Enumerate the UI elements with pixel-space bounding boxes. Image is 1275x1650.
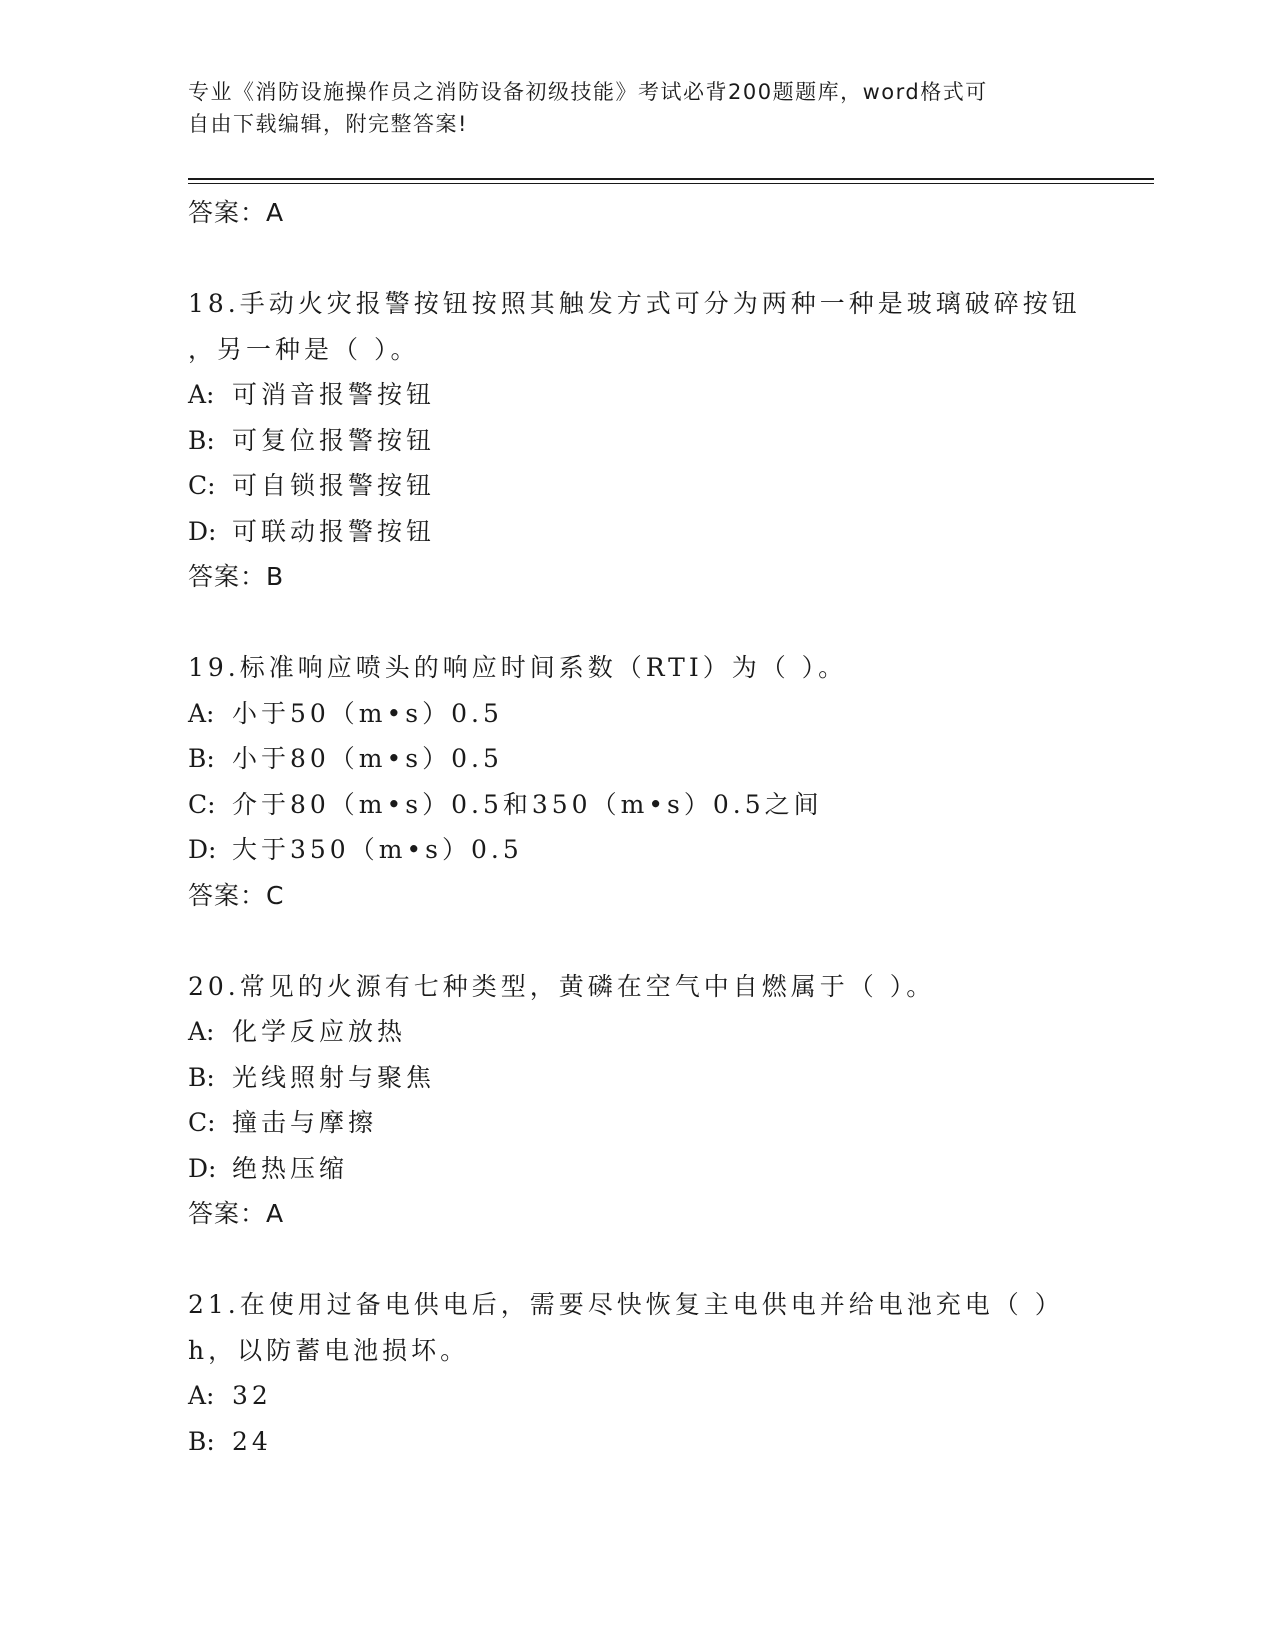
option-text: 绝热压缩 <box>232 1153 349 1183</box>
option-d <box>188 1146 1148 1192</box>
answer-line: 答案：A <box>188 198 285 227</box>
option-letter: A: <box>188 698 215 728</box>
option-text: 介于80（m•s）0.5和350（m•s）0.5之间 <box>232 789 823 819</box>
option-b <box>188 1055 1148 1101</box>
option-text: 可自锁报警按钮 <box>232 471 436 500</box>
option-c <box>188 463 1148 509</box>
option-text: 光线照射与聚焦 <box>232 1062 436 1092</box>
option-letter: B: <box>188 425 215 455</box>
question-text: 21.在使用过备电供电后，需要尽快恢复主电供电并给电池充电（ ） <box>188 1290 1064 1319</box>
question-text: 18.手动火灾报警按钮按照其触发方式可分为两种一种是玻璃破碎按钮 <box>188 289 1081 318</box>
option-letter: B: <box>188 1426 215 1456</box>
option-letter: B: <box>188 1062 215 1092</box>
option-letter: D: <box>188 516 217 546</box>
option-letter: C: <box>188 789 216 819</box>
option-a <box>188 691 1148 737</box>
option-b <box>188 736 1148 782</box>
option-letter: D: <box>188 1153 217 1183</box>
option-text: 可消音报警按钮 <box>232 380 436 409</box>
header-line-1: 专业《消防设施操作员之消防设备初级技能》考试必背200题题库，word格式可 <box>188 80 988 104</box>
document-header <box>188 76 1088 140</box>
option-c <box>188 1100 1148 1146</box>
option-a <box>188 1373 1148 1419</box>
question-list <box>188 190 1148 1464</box>
option-text: 小于80（m•s）0.5 <box>232 744 503 773</box>
header-line-2: 自由下载编辑，附完整答案! <box>188 112 468 136</box>
question-block <box>188 645 1148 918</box>
option-text: 24 <box>232 1426 272 1456</box>
question-block <box>188 1282 1148 1464</box>
option-letter: C: <box>188 471 216 500</box>
option-d <box>188 827 1148 873</box>
option-a <box>188 1009 1148 1055</box>
option-a <box>188 372 1148 418</box>
option-text: 可联动报警按钮 <box>232 516 436 546</box>
option-letter: A: <box>188 380 215 409</box>
option-letter: A: <box>188 1381 215 1410</box>
option-d <box>188 509 1148 555</box>
option-text: 可复位报警按钮 <box>232 425 436 455</box>
question-text: ，另一种是（ ）。 <box>188 334 420 364</box>
option-letter: B: <box>188 744 215 773</box>
option-letter: A: <box>188 1017 215 1046</box>
question-text: h，以防蓄电池损坏。 <box>188 1335 470 1365</box>
answer-line: 答案：A <box>188 1199 285 1228</box>
option-c <box>188 782 1148 828</box>
question-text: 19.标准响应喷头的响应时间系数（RTI）为（ ）。 <box>188 653 848 682</box>
option-text: 小于50（m•s）0.5 <box>232 698 503 728</box>
option-text: 32 <box>232 1381 272 1410</box>
option-text: 撞击与摩擦 <box>232 1108 378 1137</box>
header-divider <box>188 178 1154 180</box>
header-divider-thin <box>188 183 1154 184</box>
option-letter: C: <box>188 1108 216 1137</box>
option-letter: D: <box>188 835 217 864</box>
option-b <box>188 418 1148 464</box>
question-text: 20.常见的火源有七种类型，黄磷在空气中自燃属于（ ）。 <box>188 971 936 1001</box>
answer-line: 答案：C <box>188 880 285 910</box>
question-block <box>188 281 1148 599</box>
question-block <box>188 964 1148 1237</box>
answer-line: 答案：B <box>188 562 285 591</box>
option-text: 化学反应放热 <box>232 1017 407 1046</box>
option-text: 大于350（m•s）0.5 <box>232 835 523 864</box>
option-b <box>188 1419 1148 1465</box>
